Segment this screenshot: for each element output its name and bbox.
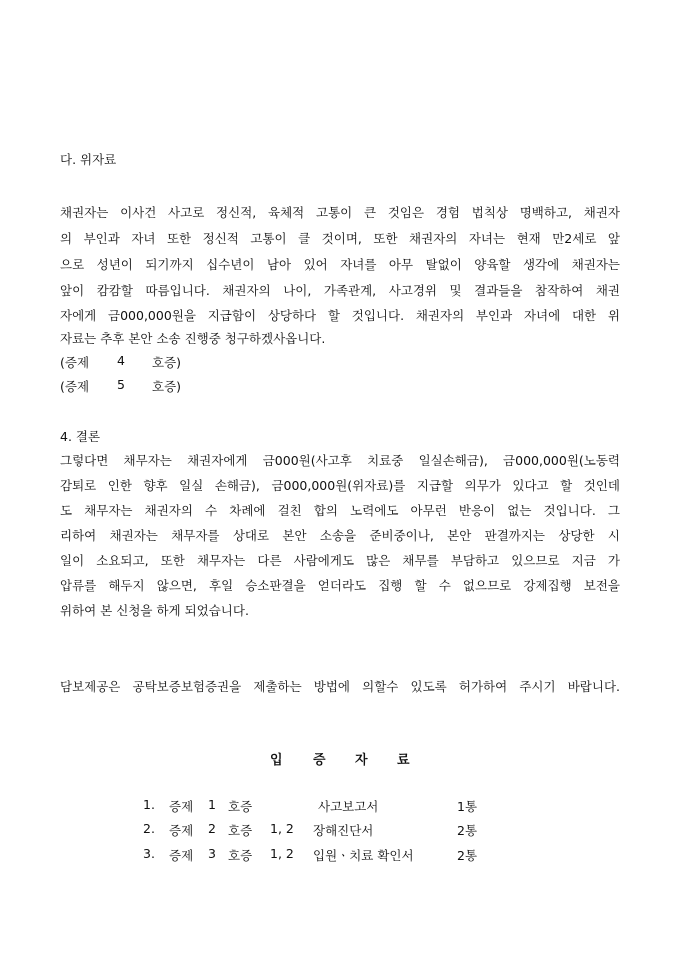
- paragraph-line: 그렇다면 채무자는 채권자에게 금000원(사고후 치료중 일실손해금), 금000,000원(노동력: [60, 453, 620, 468]
- paragraph-line: 자에게 금000,000원을 지급함이 상당하다 할 것입니다. 채권자의 부인과 자녀에 대한 위: [60, 308, 620, 323]
- evidence-open: (증제: [60, 379, 90, 394]
- evidence-item-ho: 호증: [228, 799, 253, 814]
- paragraph-line: 도 채무자는 채권자의 수 차례에 걸친 합의 노력에도 아무런 반응이 없는 것입니다. 그: [60, 503, 620, 518]
- evidence-item-ho: 호증: [228, 823, 253, 838]
- evidence-number: 5: [117, 377, 125, 392]
- paragraph-line: 리하여 채권자는 채무자를 상대로 본안 소송을 준비중이나, 본안 판결까지는 상당한 시: [60, 528, 620, 543]
- evidence-item-no: 1.: [143, 797, 155, 812]
- evidence-close: 호증): [152, 379, 182, 394]
- paragraph-line: 의 부인과 자녀 또한 정신적 고통이 클 것이며, 또한 채권자의 자녀는 현재 만2세로 앞: [60, 231, 620, 246]
- evidence-item-ho: 호증: [228, 848, 253, 863]
- paragraph-line: 위하여 본 신청을 하게 되었습니다.: [60, 603, 249, 618]
- evidence-title-char: 료: [397, 753, 410, 768]
- evidence-item-count: 1통: [457, 799, 478, 814]
- evidence-item-no: 2.: [143, 821, 155, 836]
- evidence-item-kind: 증제: [169, 848, 194, 863]
- evidence-item-count: 2통: [457, 823, 478, 838]
- evidence-item-name: 입원ㆍ치료 확인서: [313, 848, 414, 863]
- paragraph-line: 압류를 해두지 않으면, 후일 승소판결을 얻더라도 집행 할 수 없으므로 강제집행 보전을: [60, 578, 620, 593]
- evidence-item-count: 2통: [457, 848, 478, 863]
- section-heading-consolation: 다. 위자료: [60, 152, 117, 167]
- evidence-close: 호증): [152, 355, 182, 370]
- evidence-item-kind: 증제: [169, 823, 194, 838]
- evidence-item-sub: 1, 2: [270, 821, 294, 836]
- paragraph-line: 감퇴로 인한 향후 일실 손해금), 금000,000원(위자료)를 지급할 의무가 있다고 할 것인데: [60, 478, 620, 493]
- evidence-item-kind: 증제: [169, 799, 194, 814]
- evidence-title-char: 입: [270, 753, 283, 768]
- evidence-item-name: 장해진단서: [313, 823, 374, 838]
- paragraph-line: 으로 성년이 되기까지 십수년이 남아 있어 자녀를 아무 탈없이 양육할 생각에 채권자는: [60, 257, 620, 272]
- evidence-number: 4: [117, 353, 125, 368]
- evidence-open: (증제: [60, 355, 90, 370]
- security-note: 담보제공은 공탁보증보험증권을 제출하는 방법에 의할수 있도록 허가하여 주시기 바랍니다.: [60, 679, 620, 694]
- evidence-title-char: 증: [313, 753, 326, 768]
- section-heading-conclusion: 4. 결론: [60, 429, 101, 444]
- evidence-item-num: 2: [208, 821, 216, 836]
- evidence-item-sub: 1, 2: [270, 846, 294, 861]
- evidence-item-num: 3: [208, 846, 216, 861]
- paragraph-line: 일이 소요되고, 또한 채무자는 다른 사람에게도 많은 채무를 부담하고 있으므로 지금 가: [60, 553, 620, 568]
- evidence-item-num: 1: [208, 797, 216, 812]
- paragraph-line: 채권자는 이사건 사고로 정신적, 육체적 고통이 큰 것임은 경험 법칙상 명백하고, 채권자: [60, 205, 620, 220]
- paragraph-line: 앞이 캄캄할 따름입니다. 채권자의 나이, 가족관계, 사고경위 및 결과들을 참작하여 채권: [60, 283, 620, 298]
- evidence-title-char: 자: [355, 753, 368, 768]
- evidence-item-name: 사고보고서: [318, 799, 379, 814]
- evidence-item-no: 3.: [143, 846, 155, 861]
- paragraph-line: 자료는 추후 본안 소송 진행중 청구하겠사옵니다.: [60, 331, 326, 346]
